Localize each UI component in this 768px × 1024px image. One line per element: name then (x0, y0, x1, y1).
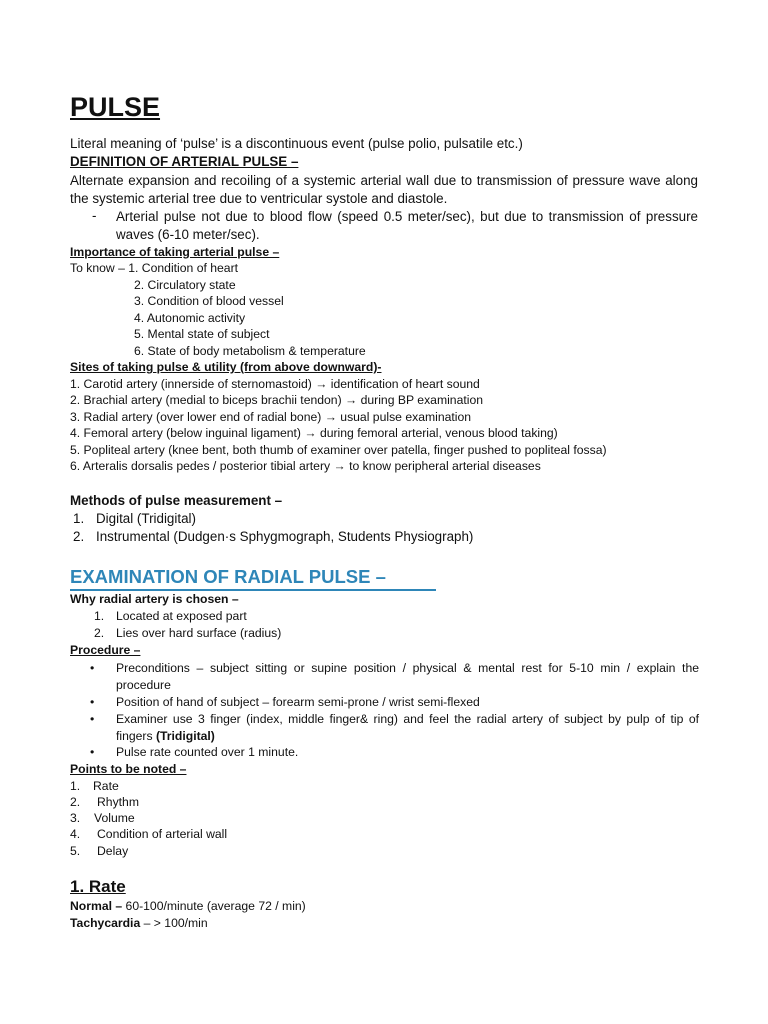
point-item: Rate (93, 779, 119, 793)
rate-normal (70, 899, 306, 913)
procedure-text: Pulse rate counted over 1 minute. (116, 745, 299, 759)
procedure-text: Position of hand of subject – forearm semi-prone / wrist semi-flexed (116, 695, 480, 709)
definition-text: Alternate expansion and recoiling of a systemic arterial wall due to transmission of pressure wave along the systemic arterial tree due to ventricular systole and diastole. (70, 173, 698, 206)
procedure-text: Preconditions – subject sitting or supine position / physical & mental rest for 5-10 min / explain the procedure (116, 661, 699, 692)
sites-heading: Sites of taking pulse & utility (from above downward)- (70, 360, 382, 374)
site-item: 6. Arteralis dorsalis pedes / posterior tibial artery → to know peripheral arterial diseases (70, 459, 541, 473)
method-text: Digital (Tridigital) (96, 511, 196, 526)
why-item: Lies over hard surface (radius) (116, 626, 282, 640)
definition-heading: DEFINITION OF ARTERIAL PULSE – (70, 154, 299, 169)
importance-item: 3. Condition of blood vessel (134, 294, 284, 308)
rate-tachy-label: Tachycardia (70, 916, 141, 930)
rate-tachycardia (70, 916, 208, 930)
site-item: 4. Femoral artery (below inguinal ligament) → during femoral arterial, venous blood taking) (70, 426, 558, 440)
importance-item: 4. Autonomic activity (134, 311, 246, 325)
point-item: Volume (94, 811, 135, 825)
points-heading: Points to be noted – (70, 762, 187, 776)
exam-heading: EXAMINATION OF RADIAL PULSE – (70, 566, 386, 587)
why-item: Located at exposed part (116, 609, 247, 623)
site-item: 5. Popliteal artery (knee bent, both thumb of examiner over patella, finger pushed to popliteal fossa) (70, 443, 607, 457)
importance-heading: Importance of taking arterial pulse – (70, 245, 280, 259)
procedure-text (116, 711, 699, 744)
point-number: 2. (70, 795, 81, 809)
procedure-heading: Procedure – (70, 643, 141, 657)
site-item: 3. Radial artery (over lower end of radial bone) → usual pulse examination (70, 410, 472, 424)
methods-heading: Methods of pulse measurement – (70, 493, 283, 508)
rate-normal-label: Normal – (70, 899, 123, 913)
page-title: PULSE (70, 92, 161, 122)
importance-item: 6. State of body metabolism & temperature (134, 344, 366, 358)
definition-bullet-text: Arterial pulse not due to blood flow (speed 0.5 meter/sec), but due to transmission of pressure waves (6-10 meter/sec). (116, 209, 698, 242)
point-number: 5. (70, 844, 81, 858)
bullet-icon: • (90, 745, 95, 759)
point-number: 3. (70, 811, 81, 825)
site-item: 2. Brachial artery (medial to biceps brachii tendon) → during BP examination (70, 393, 484, 407)
procedure-text-part: Examiner use 3 finger (index, middle finger& ring) and feel the radial artery of subject by pulp of tip of fingers (116, 712, 699, 743)
exam-heading-underline (70, 589, 436, 591)
point-item: Delay (97, 844, 129, 858)
bullet-icon: • (90, 695, 95, 709)
bullet-icon: • (90, 712, 95, 726)
rate-heading: 1. Rate (70, 877, 126, 896)
why-number: 2. (94, 626, 105, 640)
rate-tachy-value: – > 100/min (140, 916, 208, 930)
bullet-icon: • (90, 661, 95, 675)
method-number: 1. (73, 511, 85, 526)
literal-meaning: Literal meaning of ‘pulse’ is a discontinuous event (pulse polio, pulsatile etc.) (70, 136, 523, 151)
rate-normal-value: 60-100/minute (average 72 / min) (122, 899, 306, 913)
method-text: Instrumental (Dudgen·s Sphygmograph, Students Physiograph) (96, 529, 474, 544)
definition-bullet-marker: - (92, 208, 97, 223)
point-number: 1. (70, 779, 81, 793)
importance-item: 2. Circulatory state (134, 278, 236, 292)
site-item: 1. Carotid artery (innerside of sternomastoid) → identification of heart sound (70, 377, 480, 391)
why-number: 1. (94, 609, 105, 623)
tridigital-emphasis: (Tridigital) (155, 728, 215, 743)
method-number: 2. (73, 529, 85, 544)
importance-item: 5. Mental state of subject (134, 327, 270, 341)
point-number: 4. (70, 827, 81, 841)
importance-lead: To know – 1. Condition of heart (70, 261, 239, 275)
why-heading: Why radial artery is chosen – (70, 592, 239, 606)
point-item: Condition of arterial wall (97, 827, 228, 841)
point-item: Rhythm (97, 795, 139, 809)
